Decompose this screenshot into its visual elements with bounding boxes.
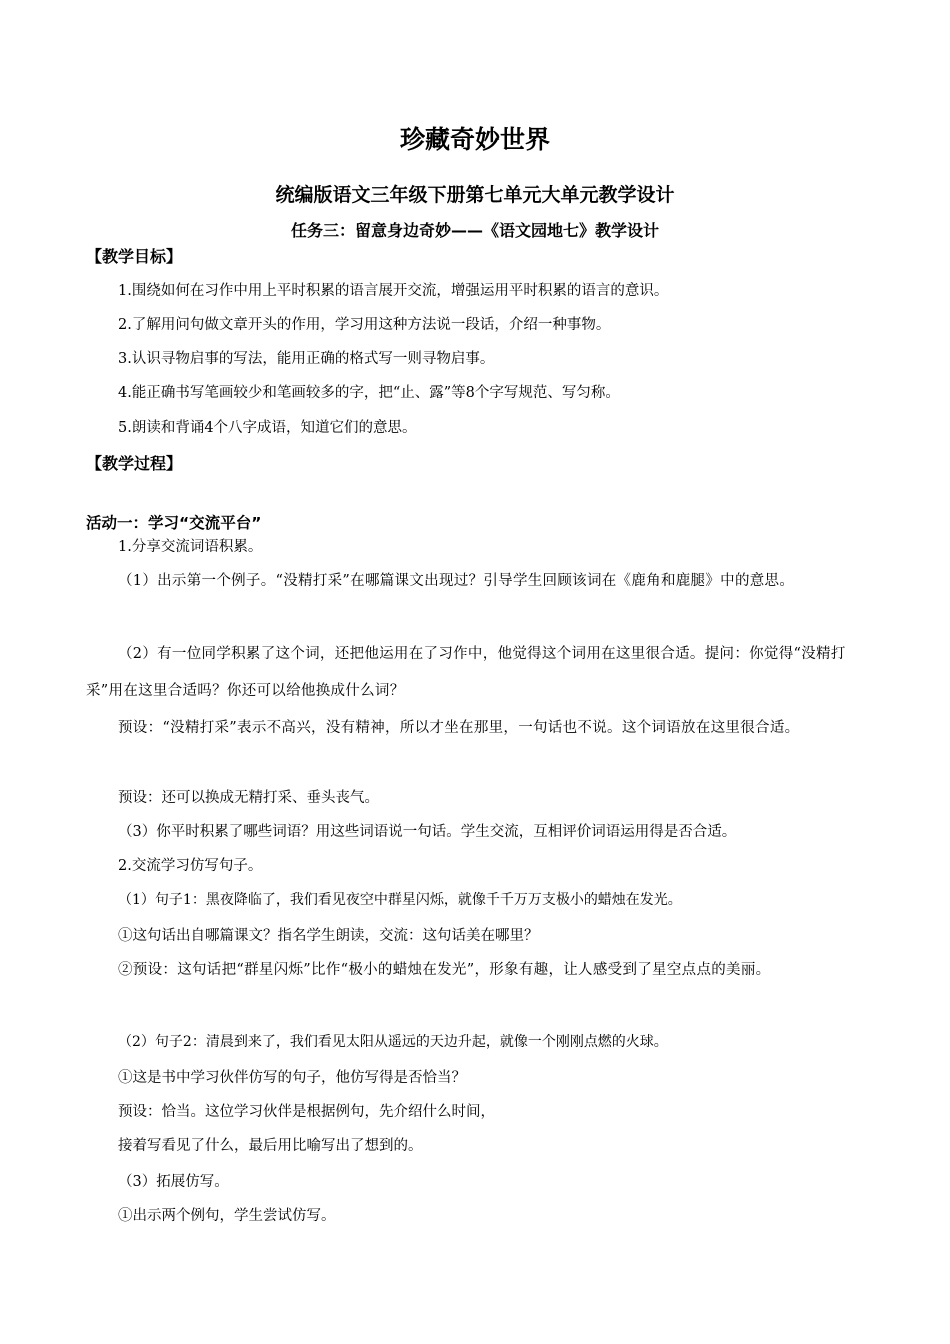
objective-item: 2.了解用问句做文章开头的作用，学习用这种方法说一段话，介绍一种事物。 — [118, 317, 611, 333]
paragraph: （1）出示第一个例子。“没精打采”在哪篇课文出现过？引导学生回顾该词在《鹿角和鹿腿》中的意思。 — [118, 573, 795, 589]
document-title: 珍藏奇妙世界 — [399, 125, 550, 154]
paragraph: 预设：“没精打采”表示不高兴，没有精神，所以才坐在那里，一句话也不说。这个词语放在这里很合适。 — [118, 720, 800, 736]
paragraph: 1.分享交流词语积累。 — [118, 539, 263, 555]
document-subtitle: 统编版语文三年级下册第七单元大单元教学设计 — [275, 184, 675, 206]
process-heading: 【教学过程】 — [86, 454, 183, 473]
task-title: 任务三：留意身边奇妙——《语文园地七》教学设计 — [290, 221, 659, 240]
paragraph: 预设：还可以换成无精打采、垂头丧气。 — [118, 790, 379, 806]
paragraph: （3）拓展仿写。 — [118, 1174, 229, 1190]
example-sentence: （2）句子2：清晨到来了，我们看见太阳从遥远的天边升起，就像一个刚刚点燃的火球。 — [118, 1034, 668, 1050]
objective-item: 1.围绕如何在习作中用上平时积累的语言展开交流，增强运用平时积累的语言的意识。 — [118, 283, 669, 299]
activity-title: 活动一：学习“交流平台” — [86, 514, 262, 532]
paragraph: ①这是书中学习伙伴仿写的句子，他仿写得是否恰当？ — [118, 1070, 466, 1086]
objectives-heading: 【教学目标】 — [86, 247, 183, 266]
paragraph: （2）有一位同学积累了这个词，还把他运用在了习作中，他觉得这个词用在这里很合适。提问：你觉得“没精打采”用在这里合适吗？你还可以给他换成什么词？ — [86, 646, 846, 699]
objective-item: 3.认识寻物启事的写法，能用正确的格式写一则寻物启事。 — [118, 351, 495, 367]
paragraph: ①这句话出自哪篇课文？指名学生朗读，交流：这句话美在哪里？ — [118, 928, 539, 944]
objective-item: 4.能正确书写笔画较少和笔画较多的字，把“止、露”等8个字写规范、写匀称。 — [118, 385, 620, 401]
example-sentence: （1）句子1：黑夜降临了，我们看见夜空中群星闪烁，就像千千万万支极小的蜡烛在发光。 — [118, 892, 682, 908]
paragraph: （3）你平时积累了哪些词语？用这些词语说一句话。学生交流，互相评价词语运用得是否合适。 — [118, 824, 737, 840]
paragraph: 预设：恰当。这位学习伙伴是根据例句，先介绍什么时间， — [118, 1104, 495, 1120]
paragraph: 接着写看见了什么，最后用比喻写出了想到的。 — [118, 1138, 423, 1154]
objective-item: 5.朗读和背诵4个八字成语，知道它们的意思。 — [118, 420, 417, 436]
paragraph: ②预设：这句话把“群星闪烁”比作“极小的蜡烛在发光”，形象有趣，让人感受到了星空点点的美丽。 — [118, 962, 771, 978]
paragraph: ①出示两个例句，学生尝试仿写。 — [118, 1208, 336, 1224]
paragraph: 2.交流学习仿写句子。 — [118, 858, 263, 874]
